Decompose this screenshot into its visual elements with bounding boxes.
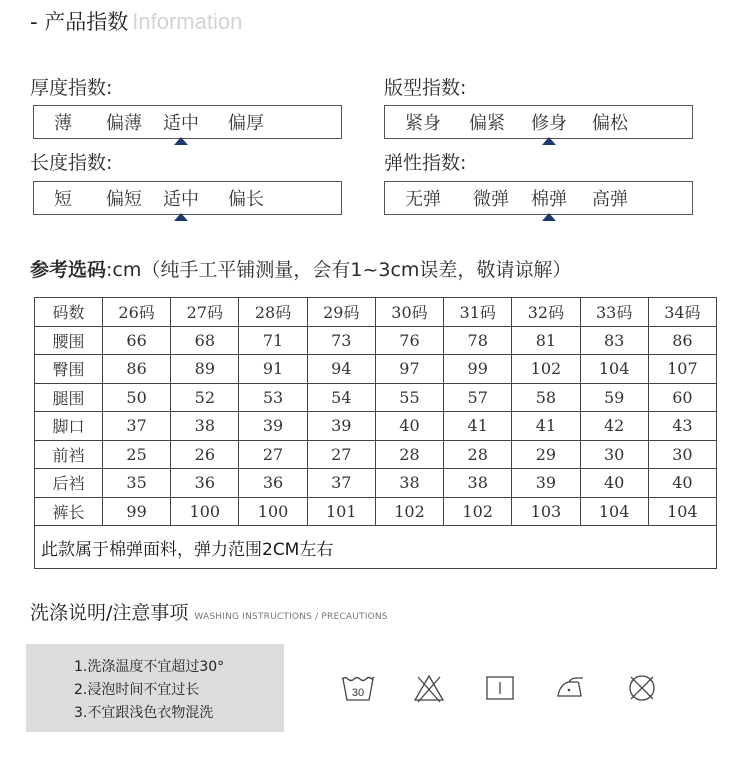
table-cell: 99 <box>103 497 171 526</box>
table-cell: 104 <box>580 355 648 384</box>
table-cell: 104 <box>648 497 716 526</box>
table-cell: 54 <box>307 383 375 412</box>
thickness-scale <box>33 105 342 139</box>
table-cell: 89 <box>171 355 239 384</box>
care-instruction: 2.浸泡时间不宜过长 <box>74 682 200 698</box>
table-cell: 39 <box>239 412 307 441</box>
care-instructions-box <box>26 644 284 732</box>
table-row <box>35 497 717 526</box>
size-heading: 参考选码:cm（纯手工平铺测量，会有1~3cm误差，敬请谅解） <box>30 259 572 281</box>
table-cell: 29 <box>512 440 580 469</box>
table-cell: 40 <box>648 469 716 498</box>
washing-heading: 洗涤说明/注意事项 WASHING INSTRUCTIONS / PRECAUTIONS <box>30 602 388 624</box>
table-cell: 43 <box>648 412 716 441</box>
size-header-cell: 27码 <box>171 298 239 327</box>
length-index-label: 长度指数: <box>30 152 113 174</box>
wash-temp-text: 30 <box>351 687 365 699</box>
table-cell: 27 <box>307 440 375 469</box>
table-cell: 42 <box>580 412 648 441</box>
table-cell: 68 <box>171 326 239 355</box>
table-cell: 91 <box>239 355 307 384</box>
table-cell: 27 <box>239 440 307 469</box>
table-cell: 78 <box>444 326 512 355</box>
row-label-cell: 腿围 <box>35 383 103 412</box>
table-cell: 100 <box>239 497 307 526</box>
page-title <box>30 6 242 36</box>
length-option-selected: 适中 <box>163 185 199 211</box>
fit-option-selected: 修身 <box>531 109 567 135</box>
table-cell: 102 <box>444 497 512 526</box>
table-cell: 101 <box>307 497 375 526</box>
table-cell: 73 <box>307 326 375 355</box>
table-row <box>35 412 717 441</box>
table-cell: 102 <box>512 355 580 384</box>
table-cell: 28 <box>375 440 443 469</box>
table-cell: 39 <box>307 412 375 441</box>
table-cell: 60 <box>648 383 716 412</box>
elasticity-option: 高弹 <box>592 189 628 210</box>
size-header-cell: 26码 <box>103 298 171 327</box>
table-row <box>35 326 717 355</box>
size-header-cell: 28码 <box>239 298 307 327</box>
table-cell: 102 <box>375 497 443 526</box>
wash-30-icon <box>338 668 378 708</box>
row-label-cell: 裤长 <box>35 497 103 526</box>
table-cell: 36 <box>171 469 239 498</box>
size-header-cell: 34码 <box>648 298 716 327</box>
table-cell: 50 <box>103 383 171 412</box>
table-cell: 57 <box>444 383 512 412</box>
table-cell: 40 <box>580 469 648 498</box>
table-cell: 83 <box>580 326 648 355</box>
table-cell: 66 <box>103 326 171 355</box>
table-row <box>35 383 717 412</box>
size-table <box>34 297 717 569</box>
thickness-option: 偏厚 <box>228 113 264 134</box>
no-dryclean-icon <box>622 668 662 708</box>
iron-icon <box>551 668 591 708</box>
table-cell: 99 <box>444 355 512 384</box>
care-icons <box>338 668 693 708</box>
size-header-cell: 32码 <box>512 298 580 327</box>
header-cell: 码数 <box>35 298 103 327</box>
row-label-cell: 脚口 <box>35 412 103 441</box>
fit-option: 紧身 <box>405 113 441 134</box>
care-instruction: 1.洗涤温度不宜超过30° <box>74 659 225 675</box>
table-cell: 25 <box>103 440 171 469</box>
fit-option: 偏松 <box>592 113 628 134</box>
row-label-cell: 前裆 <box>35 440 103 469</box>
table-cell: 86 <box>648 326 716 355</box>
fabric-note: 此款属于棉弹面料，弹力范围2CM左右 <box>35 526 717 569</box>
thickness-index-label: 厚度指数: <box>30 77 113 99</box>
title-en: Information <box>132 9 243 34</box>
table-cell: 94 <box>307 355 375 384</box>
size-header-cell: 31码 <box>444 298 512 327</box>
table-cell: 26 <box>171 440 239 469</box>
elasticity-scale <box>384 181 693 215</box>
table-cell: 97 <box>375 355 443 384</box>
elasticity-option: 微弹 <box>473 189 509 210</box>
table-cell: 59 <box>580 383 648 412</box>
length-scale <box>33 181 342 215</box>
table-cell: 39 <box>512 469 580 498</box>
table-cell: 40 <box>375 412 443 441</box>
elasticity-index-label: 弹性指数: <box>384 152 467 174</box>
no-bleach-icon <box>409 668 449 708</box>
table-header-row <box>35 298 717 327</box>
table-cell: 86 <box>103 355 171 384</box>
table-cell: 52 <box>171 383 239 412</box>
fit-scale <box>384 105 693 139</box>
table-cell: 103 <box>512 497 580 526</box>
table-cell: 58 <box>512 383 580 412</box>
table-cell: 55 <box>375 383 443 412</box>
length-option: 短 <box>54 189 72 210</box>
selected-marker-icon <box>174 137 188 145</box>
table-cell: 38 <box>444 469 512 498</box>
care-instruction: 3.不宜跟浅色衣物混洗 <box>74 705 214 721</box>
table-cell: 76 <box>375 326 443 355</box>
table-cell: 81 <box>512 326 580 355</box>
table-note-row <box>35 526 717 569</box>
table-cell: 30 <box>648 440 716 469</box>
selected-marker-icon <box>174 213 188 221</box>
fit-option: 偏紧 <box>469 113 505 134</box>
selected-marker-icon <box>542 137 556 145</box>
elasticity-option: 无弹 <box>405 189 441 210</box>
size-header-cell: 33码 <box>580 298 648 327</box>
table-cell: 104 <box>580 497 648 526</box>
table-cell: 37 <box>103 412 171 441</box>
table-row <box>35 440 717 469</box>
table-cell: 38 <box>375 469 443 498</box>
table-cell: 71 <box>239 326 307 355</box>
table-row <box>35 355 717 384</box>
title-cn: - 产品指数 <box>30 10 129 34</box>
table-cell: 36 <box>239 469 307 498</box>
table-cell: 37 <box>307 469 375 498</box>
elasticity-option-selected: 棉弹 <box>531 185 567 211</box>
selected-marker-icon <box>542 213 556 221</box>
table-cell: 35 <box>103 469 171 498</box>
table-cell: 107 <box>648 355 716 384</box>
table-cell: 30 <box>580 440 648 469</box>
thickness-option: 薄 <box>54 113 72 134</box>
size-header-cell: 29码 <box>307 298 375 327</box>
dry-icon <box>480 668 520 708</box>
thickness-option-selected: 适中 <box>163 109 199 135</box>
table-cell: 41 <box>512 412 580 441</box>
length-option: 偏长 <box>228 189 264 210</box>
table-cell: 53 <box>239 383 307 412</box>
table-cell: 38 <box>171 412 239 441</box>
row-label-cell: 后裆 <box>35 469 103 498</box>
row-label-cell: 腰围 <box>35 326 103 355</box>
table-cell: 100 <box>171 497 239 526</box>
table-cell: 28 <box>444 440 512 469</box>
fit-index-label: 版型指数: <box>384 77 467 99</box>
row-label-cell: 臀围 <box>35 355 103 384</box>
size-header-cell: 30码 <box>375 298 443 327</box>
length-option: 偏短 <box>106 189 142 210</box>
table-row <box>35 469 717 498</box>
thickness-option: 偏薄 <box>106 113 142 134</box>
table-cell: 41 <box>444 412 512 441</box>
